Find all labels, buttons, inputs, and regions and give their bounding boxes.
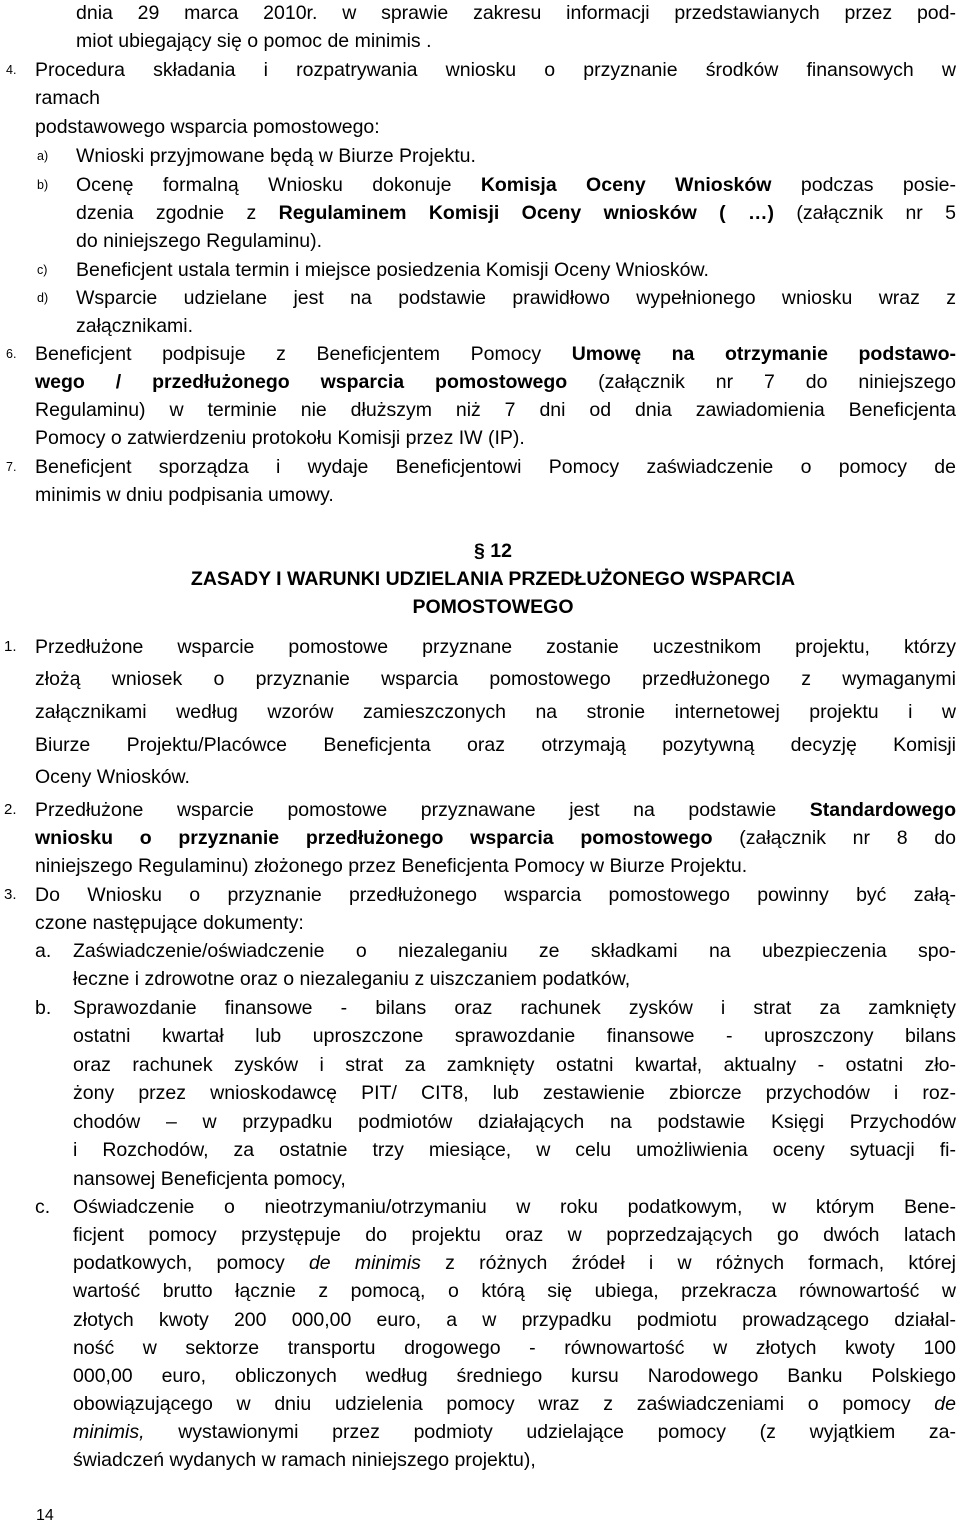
text-line: Przedłużone wsparcie pomostowe przyznane zostanie uczestnikom projektu, którzy xyxy=(35,636,956,658)
text-line: załącznikami. xyxy=(76,315,194,337)
text-line: wartość brutto łącznie z pomocą, o którą się ubiega, przekracza równowartość w xyxy=(73,1280,956,1302)
text-line: żony przez wnioskodawcę PIT/ CIT8, lub zestawienie zbiorcze przychodów i roz- xyxy=(73,1082,956,1104)
section-number: § 12 xyxy=(474,540,512,562)
list-letter: a) xyxy=(37,149,49,163)
list-letter: a. xyxy=(35,940,52,962)
text-line: podatkowych, pomocy de minimis z różnych źródeł i w różnych formach, której xyxy=(73,1252,957,1274)
list-letter: c) xyxy=(37,263,48,277)
text-line: Wnioski przyjmowane będą w Biurze Projektu. xyxy=(76,145,476,167)
text-line: miot ubiegający się o pomoc de minimis . xyxy=(76,30,432,52)
text-line: ostatni kwartał lub uproszczone sprawozdanie finansowe - uproszczony bilans xyxy=(73,1025,956,1047)
text-line: obowiązującego w dniu udzielenia pomocy wraz z zaświadczeniami o pomocy de xyxy=(73,1393,956,1415)
text-line: Ocenę formalną Wniosku dokonuje Komisja Oceny Wniosków podczas posie- xyxy=(76,174,957,196)
list-number: 6. xyxy=(6,347,17,361)
list-letter: d) xyxy=(37,291,49,305)
text-line: Procedura składania i rozpatrywania wniosku o przyznanie środków finansowych w xyxy=(35,59,956,81)
list-letter: b) xyxy=(37,178,49,192)
list-number: 1. xyxy=(4,638,17,655)
text-line: załącznikami według wzorów zamieszczonych na stronie internetowej projektu i w xyxy=(35,701,956,723)
text-line: 000,00 euro, obliczonych według średniego kursu Narodowego Banku Polskiego xyxy=(73,1365,956,1387)
section-title-cont: POMOSTOWEGO xyxy=(412,596,574,618)
text-line: dzenia zgodnie z Regulaminem Komisji Oceny wniosków ( …) (załącznik nr 5 xyxy=(76,202,956,224)
list-number: 7. xyxy=(6,460,17,474)
text-line: Oświadczenie o nieotrzymaniu/otrzymaniu w roku podatkowym, w którym Bene- xyxy=(73,1196,956,1218)
text-line: Oceny Wniosków. xyxy=(35,766,190,788)
list-number: 3. xyxy=(4,886,17,903)
text-line: złożą wniosek o przyznanie wsparcia pomostowego przedłużonego z wymaganymi xyxy=(35,668,956,690)
text-line: Beneficjent ustala termin i miejsce posiedzenia Komisji Oceny Wniosków. xyxy=(76,259,709,281)
section-title: ZASADY I WARUNKI UDZIELANIA PRZEDŁUŻONEGO WSPARCIA xyxy=(190,568,796,590)
text-line: ficjent pomocy przystępuje do projektu oraz w poprzedzających go dwóch latach xyxy=(73,1224,956,1246)
text-line: łeczne i zdrowotne oraz o niezaleganiu z uiszczaniem podatków, xyxy=(73,968,631,990)
text-line: Beneficjent podpisuje z Beneficjentem Pomocy Umowę na otrzymanie podstawo- xyxy=(35,343,956,365)
text-line: Przedłużone wsparcie pomostowe przyznawane jest na podstawie Standardowego xyxy=(35,799,956,821)
text-line: Regulaminu) w terminie nie dłuższym niż 7 dni od dnia zawiadomienia Beneficjenta xyxy=(35,399,956,421)
text-line: niniejszego Regulaminu) złożonego przez Beneficjenta Pomocy w Biurze Projektu. xyxy=(35,855,748,877)
text-line: Biurze Projektu/Placówce Beneficjenta oraz otrzymają pozytywną decyzję Komisji xyxy=(35,734,956,756)
text-line: Zaświadczenie/oświadczenie o niezaleganiu ze składkami na ubezpieczenia spo- xyxy=(73,940,956,962)
text-line: minimis, wystawionymi przez podmioty udzielające pomocy (z wyjątkiem za- xyxy=(73,1421,956,1443)
text-line: Do Wniosku o przyznanie przedłużonego wsparcia pomostowego powinny być załą- xyxy=(35,884,956,906)
list-number: 2. xyxy=(4,801,17,818)
text-line: złotych kwoty 200 000,00 euro, a w przypadku podmiotu prowadzącego działal- xyxy=(73,1309,956,1331)
page-number: 14 xyxy=(36,1507,54,1524)
text-line: ramach xyxy=(35,87,101,109)
text-line: do niniejszego Regulaminu). xyxy=(76,230,323,252)
text-line: ność w sektorze transportu drogowego - równowartość w złotych kwoty 100 xyxy=(73,1337,956,1359)
text-line: czone następujące dokumenty: xyxy=(35,912,304,934)
list-letter: c. xyxy=(35,1196,51,1218)
text-line: wniosku o przyznanie przedłużonego wsparcia pomostowego (załącznik nr 8 do xyxy=(35,827,956,849)
text-line: Beneficjent sporządza i wydaje Beneficjentowi Pomocy zaświadczenie o pomocy de xyxy=(35,456,956,478)
text-line: świadczeń wydanych w ramach niniejszego projektu), xyxy=(73,1449,536,1471)
text-line: chodów – w przypadku podmiotów działających na podstawie Księgi Przychodów xyxy=(73,1111,956,1133)
list-number: 4. xyxy=(6,63,17,77)
text-line: podstawowego wsparcia pomostowego: xyxy=(35,116,380,138)
text-line: Wsparcie udzielane jest na podstawie prawidłowo wypełnionego wniosku wraz z xyxy=(76,287,956,309)
text-line: nansowej Beneficjenta pomocy, xyxy=(73,1168,346,1190)
text-line: dnia 29 marca 2010r. w sprawie zakresu informacji przedstawianych przez pod- xyxy=(76,2,956,24)
text-line: minimis w dniu podpisania umowy. xyxy=(35,484,334,506)
text-line: Sprawozdanie finansowe - bilans oraz rachunek zysków i strat za zamknięty xyxy=(73,997,956,1019)
text-line: oraz rachunek zysków i strat za zamknięty ostatni kwartał, aktualny - ostatni zło- xyxy=(73,1054,956,1076)
text-line: Pomocy o zatwierdzeniu protokołu Komisji przez IW (IP). xyxy=(35,427,525,449)
text-line: wego / przedłużonego wsparcia pomostowego (załącznik nr 7 do niniejszego xyxy=(35,371,956,393)
text-line: i Rozchodów, za ostatnie trzy miesiące, w celu umożliwienia oceny sytuacji fi- xyxy=(73,1139,956,1161)
list-letter: b. xyxy=(35,997,52,1019)
